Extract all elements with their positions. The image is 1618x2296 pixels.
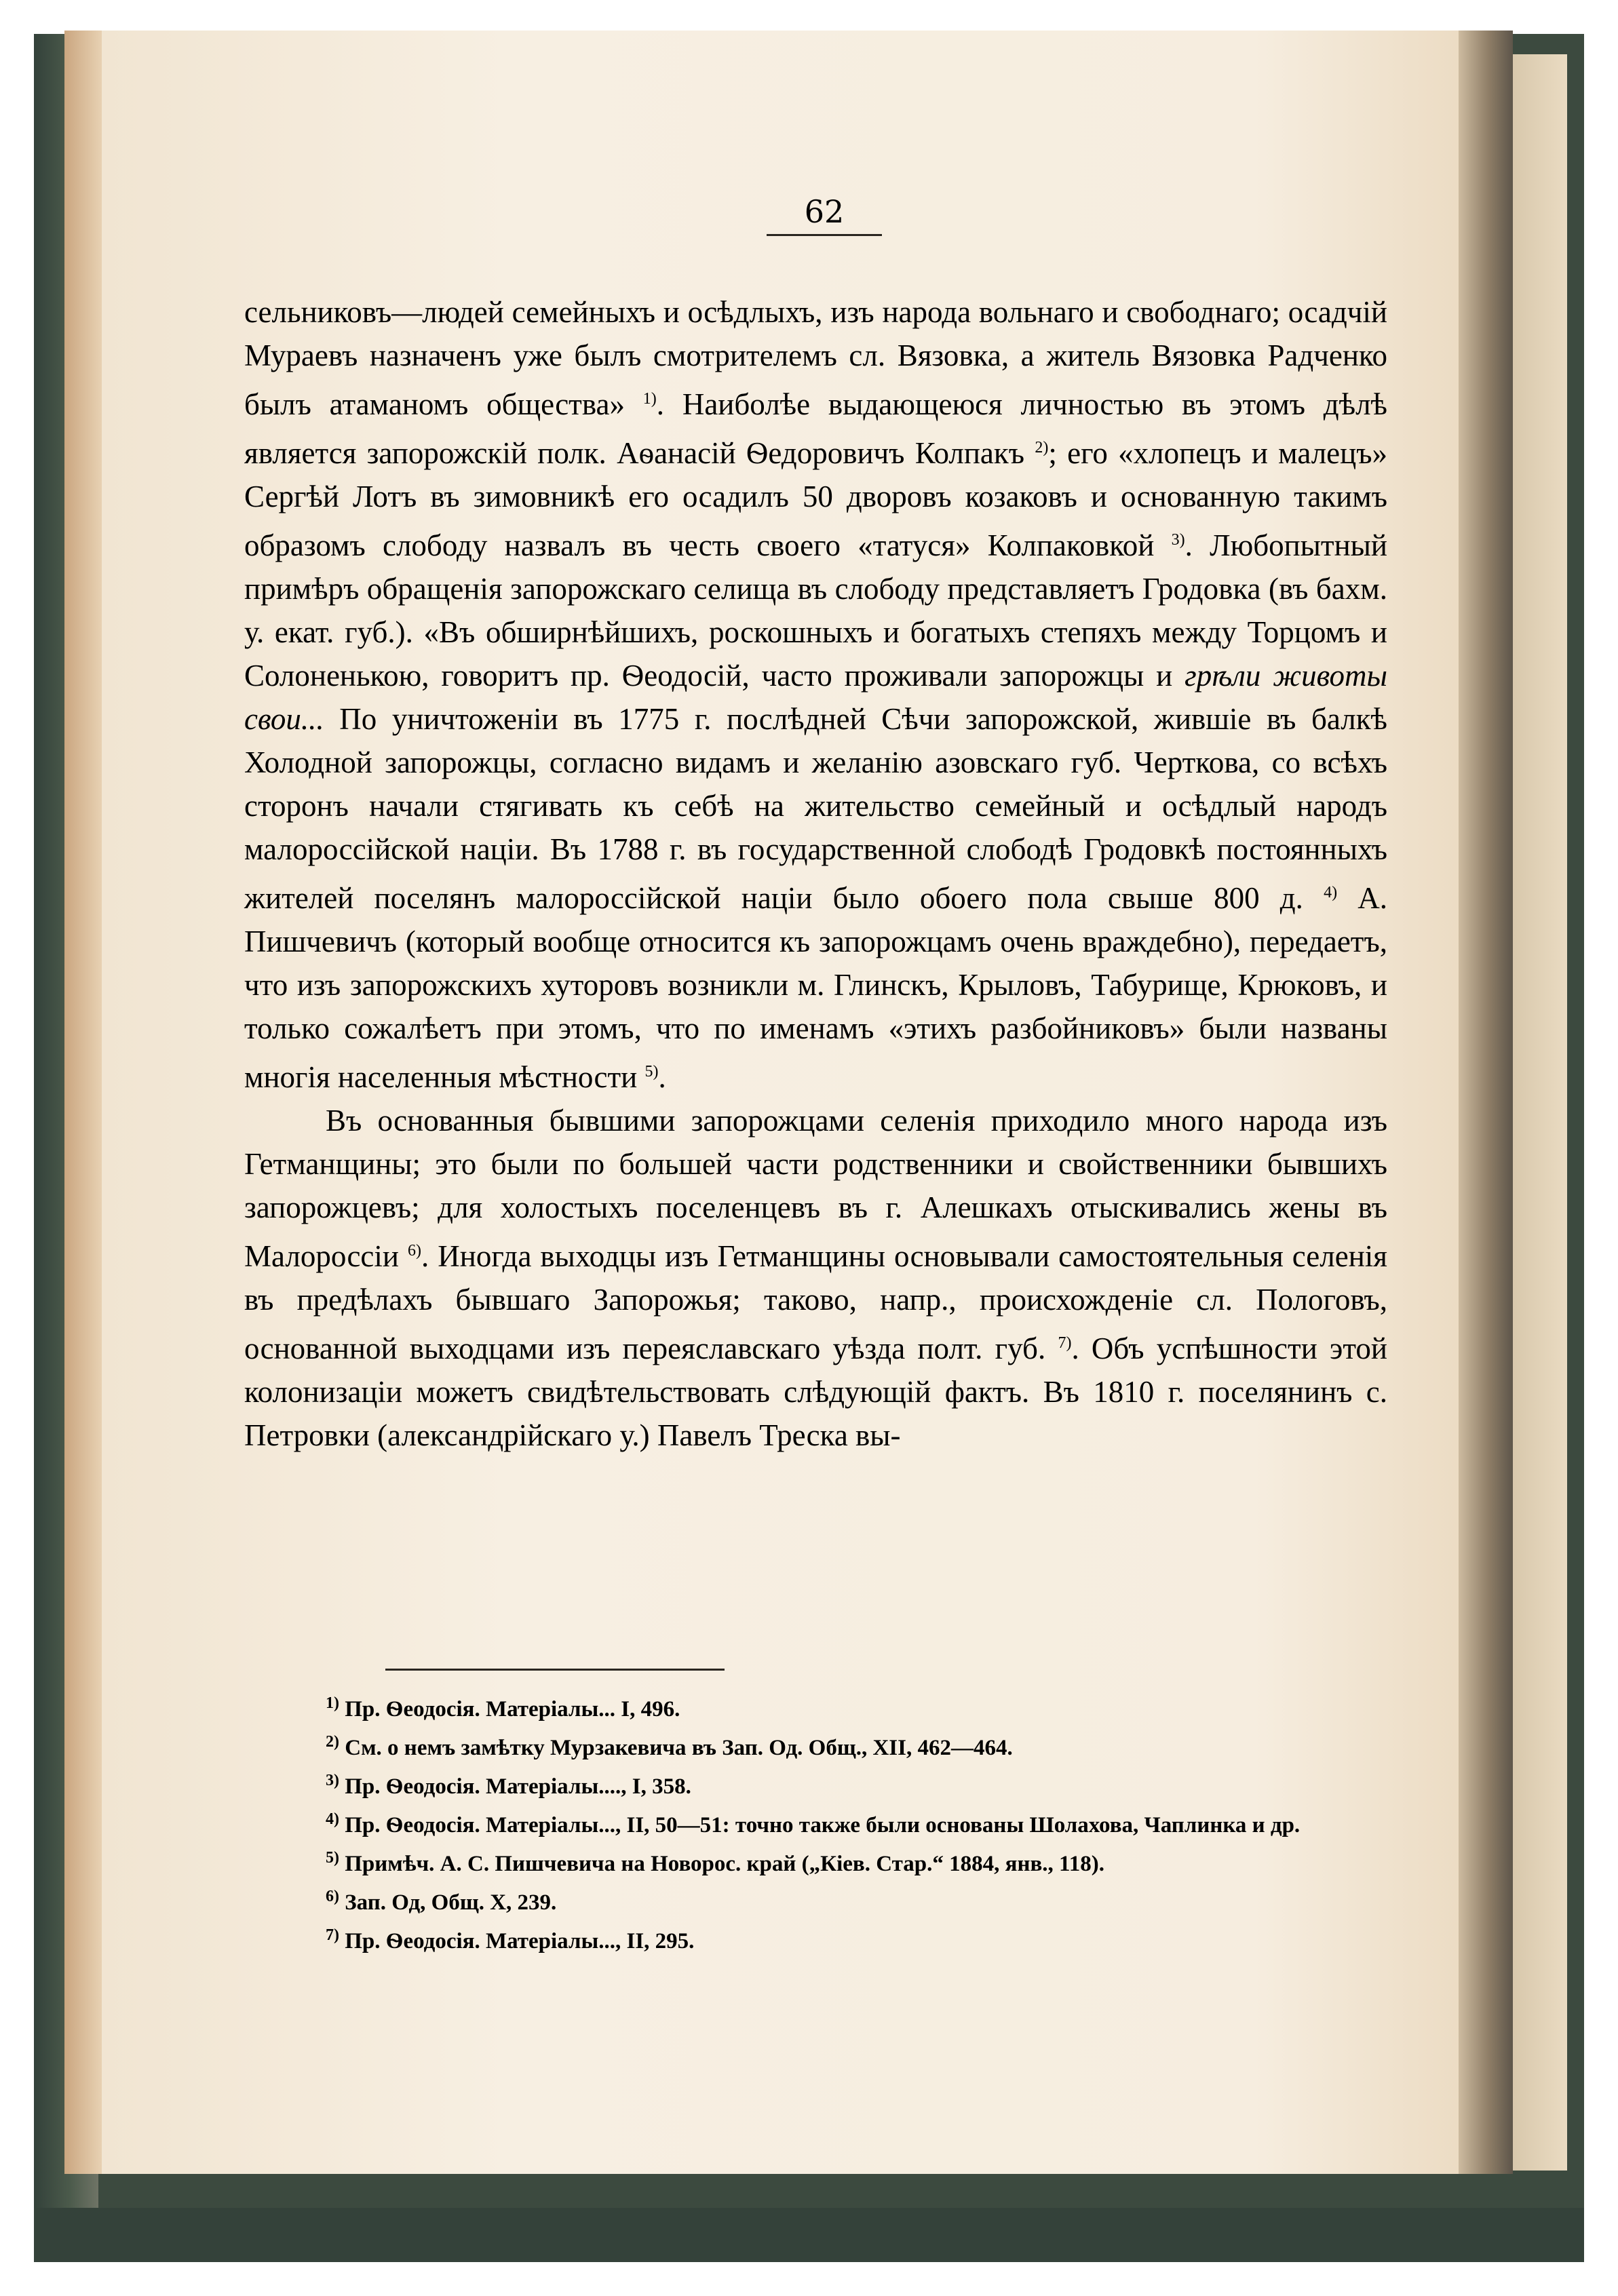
- footnote: [244, 1687, 1387, 1726]
- footnote-text: Пр. Ѳеодосія. Матеріалы... I, 496.: [339, 1697, 680, 1721]
- footnote-mark: 6): [408, 1242, 421, 1260]
- text-run: Въ основанныя бывшими запорожцами селенія приходило много народа изъ Гетманщины; это были по большей части родственники и свойственники бывшихъ запорожцевъ; для холостыхъ поселенцевъ въ г. Алешкахъ отыскивались жены въ Малороссіи: [244, 1104, 1387, 1273]
- text-run: сельниковъ—людей семейныхъ и осѣдлыхъ, изъ народа вольнаго и свободнаго; осадчій Мураевъ назначенъ уже былъ смотрителемъ сл. Вязовка, а житель Вязовка Радченко былъ атаманомъ общества»: [244, 295, 1387, 421]
- footnote-text: См. о немъ замѣтку Мурзакевича въ Зап. Од. Общ., XII, 462—464.: [339, 1736, 1013, 1760]
- footnote-text: Зап. Од, Общ. X, 239.: [339, 1890, 557, 1915]
- text-run: . Любопытный примѣръ обращенія запорожскаго селища въ слободу представляетъ Гродовка (въ бахм. у. екат. губ.). «Въ обширнѣйшихъ, роскошныхъ и богатыхъ степяхъ между Торцомъ и Солоненькою, говоритъ пр. Ѳеодосій, часто проживали запорожцы и: [244, 528, 1387, 693]
- text-run: По уничтоженіи въ 1775 г. послѣдней Сѣчи запорожской, жившіе въ балкѣ Холодной запорожцы, согласно видамъ и желанію азовскаго губ. Черткова, со всѣхъ сторонъ начали стягивать къ себѣ на жительство семейный и осѣдлый народъ малороссійской націи. Въ 1788 г. въ государственной слободѣ Гродовкѣ постоянныхъ жителей поселянъ малороссійской націи было обоего пола свыше 800 д.: [244, 702, 1387, 915]
- footnote-number: 6): [326, 1888, 339, 1905]
- footnote: [244, 1726, 1387, 1764]
- header-rule: [767, 234, 882, 236]
- paragraph: [244, 1099, 1387, 1457]
- footnote: [244, 1764, 1387, 1803]
- footnote-text: Пр. Ѳеодосія. Матеріалы..., II, 295.: [339, 1929, 695, 1953]
- text-run: . Наиболѣе выдающеюся личностью въ этомъ дѣлѣ является запорожскій полк. Аѳанасій Ѳедоровичъ Колпакъ: [244, 387, 1387, 470]
- footnote: [244, 1880, 1387, 1919]
- italic-text: грѣли животы свои...: [244, 659, 1388, 736]
- footnote-text: Пр. Ѳеодосія. Матеріалы...., I, 358.: [339, 1774, 691, 1799]
- footnote-mark: 3): [1171, 531, 1185, 549]
- footnote-number: 4): [326, 1810, 339, 1828]
- footnote: [244, 1919, 1387, 1958]
- facing-page-edge: [1513, 54, 1567, 2171]
- footnote-number: 7): [326, 1926, 339, 1944]
- footnote: [244, 1842, 1387, 1880]
- text-run: . Иногда выходцы изъ Гетманщины основывали самостоятельныя селенія въ предѣлахъ бывшаго Запорожья; таково, напр., происхожденіе сл. Пологовъ, основанной выходцами изъ переяславскаго уѣзда полт. губ.: [244, 1239, 1387, 1365]
- footnote-mark: 5): [644, 1063, 659, 1081]
- footnotes: [244, 1687, 1387, 1958]
- footnote-mark: 2): [1035, 439, 1049, 456]
- book-gutter: [1459, 31, 1513, 2174]
- footnote-number: 5): [326, 1849, 339, 1867]
- footnote-mark: 7): [1058, 1334, 1072, 1352]
- text-run: ; его «хлопецъ и малецъ» Сергѣй Лотъ въ зимовникѣ его осадилъ 50 дворовъ козаковъ и основанную такимъ образомъ слободу назвалъ въ честь своего «татуся» Колпаковкой: [244, 436, 1387, 562]
- footnote-number: 1): [326, 1694, 339, 1712]
- text-run: .: [658, 1060, 666, 1094]
- footnote: [244, 1803, 1387, 1842]
- footnote-mark: 4): [1324, 884, 1338, 901]
- text-run: А. Пишчевичъ (который вообще относится къ запорожцамъ очень враждебно), передаетъ, что изъ запорожскихъ хуторовъ возникли м. Глинскъ, Крыловъ, Табурище, Крюковъ, и только сожалѣетъ при этомъ, что по именамъ «этихъ разбойниковъ» были названы многія населенныя мѣстности: [244, 881, 1387, 1094]
- scan-bottom-band: [34, 2208, 1584, 2262]
- paragraph: [244, 290, 1387, 1099]
- footnote-text: Примѣч. А. С. Пишчевича на Новорос. край („Кіев. Стар.“ 1884, янв., 118).: [339, 1852, 1104, 1876]
- footnote-text: Пр. Ѳеодосія. Матеріалы..., II, 50—51: точно также были основаны Шолахова, Чаплинка и др.: [339, 1813, 1301, 1837]
- footnote-mark: 1): [642, 390, 657, 408]
- footnote-number: 3): [326, 1772, 339, 1789]
- page-number: 62: [804, 193, 845, 230]
- footnote-number: 2): [326, 1733, 339, 1751]
- text-run: . Объ успѣшности этой колонизаціи можетъ свидѣтельствовать слѣдующій фактъ. Въ 1810 г. поселянинъ с. Петровки (александрійскаго у.) Павелъ Треска вы-: [244, 1331, 1387, 1452]
- footnote-rule: [385, 1669, 725, 1671]
- body-text: [244, 290, 1387, 1457]
